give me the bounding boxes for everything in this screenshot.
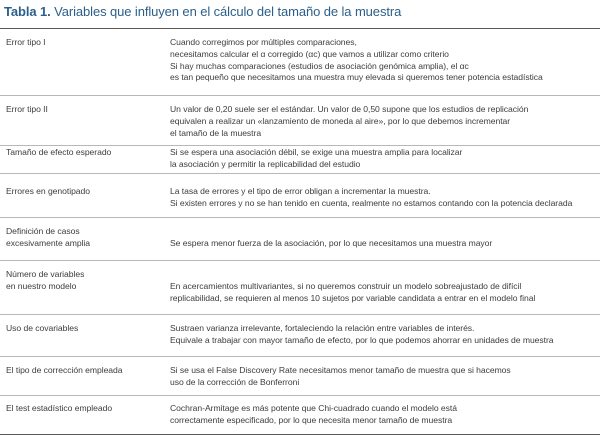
row-value-numero-variables: En acercamientos multivariantes, si no queremos construir un modelo sobreajustado de difícil replicabilidad, se requieren al menos 10 sujetos por variable candidata a entrar en el modelo final: [170, 281, 536, 303]
row-divider: [0, 395, 600, 396]
row-divider: [0, 356, 600, 357]
row-label-tipo-correccion: El tipo de corrección empleada: [6, 365, 123, 375]
row-label-errores-genotipado: Errores en genotipado: [6, 186, 90, 196]
row-label-uso-covariables: Uso de covariables: [6, 323, 79, 333]
row-value-tamano-efecto: Si se espera una asociación débil, se exige una muestra amplia para localizar la asociación y permitir la replicabilidad del estudio: [170, 147, 463, 169]
row-label-definicion-casos: Definición de casos excesivamente amplia: [6, 226, 91, 248]
row-divider: [0, 145, 600, 146]
row-value-errores-genotipado: La tasa de errores y el tipo de error obligan a incrementar la muestra. Si existen errores y no se han tenido en cuenta, realmente no estamos contando con la potencia declarada: [170, 186, 573, 208]
table-caption: Variables que influyen en el cálculo del tamaño de la muestra: [54, 4, 402, 19]
row-value-uso-covariables: Sustraen varianza irrelevante, fortaleciendo la relación entre variables de interés. Equivale a trabajar con mayor tamaño de efecto, por lo que podemos ahorrar en unidades de muestra: [170, 323, 554, 345]
row-label-numero-variables: Número de variables en nuestro modelo: [6, 269, 85, 291]
row-value-test-estadistico: Cochran-Armitage es más potente que Chi-cuadrado cuando el modelo está correctamente especificado, por lo que necesita menor tamaño de muestra: [170, 403, 457, 425]
header-rule: [0, 28, 600, 29]
row-divider: [0, 95, 600, 96]
table-number: Tabla 1.: [4, 4, 51, 19]
row-value-tipo-correccion: Si se usa el False Discovery Rate necesitamos menor tamaño de muestra que si hacemos uso de la corrección de Bonferroni: [170, 365, 511, 387]
row-divider: [0, 260, 600, 261]
row-divider: [0, 314, 600, 315]
row-divider: [0, 173, 600, 174]
row-value-error-tipo-1: Cuando corregimos por múltiples comparaciones, necesitamos calcular el α corregido (αc) que vamos a utilizar como criterio Si hay muchas comparaciones (estudios de asociación genómica amplia), el αc es tan pequeño que necesitamos una muestra muy elevada si queremos tener potencia estadística: [170, 37, 543, 83]
table-title: [4, 4, 401, 19]
row-value-error-tipo-2: Un valor de 0,20 suele ser el estándar. Un valor de 0,50 supone que los estudios de replicación equivalen a realizar un «lanzamiento de moneda al aire», por lo que debemos incrementar el tamaño de la muestra: [170, 104, 529, 138]
row-label-error-tipo-1: Error tipo I: [6, 37, 46, 47]
row-label-test-estadistico: El test estadístico empleado: [6, 403, 113, 413]
table-bottom-rule: [0, 434, 600, 435]
row-value-definicion-casos: Se espera menor fuerza de la asociación, por lo que necesitamos una muestra mayor: [170, 238, 493, 248]
row-label-tamano-efecto: Tamaño de efecto esperado: [6, 147, 112, 157]
row-label-error-tipo-2: Error tipo II: [6, 104, 48, 114]
row-divider: [0, 217, 600, 218]
